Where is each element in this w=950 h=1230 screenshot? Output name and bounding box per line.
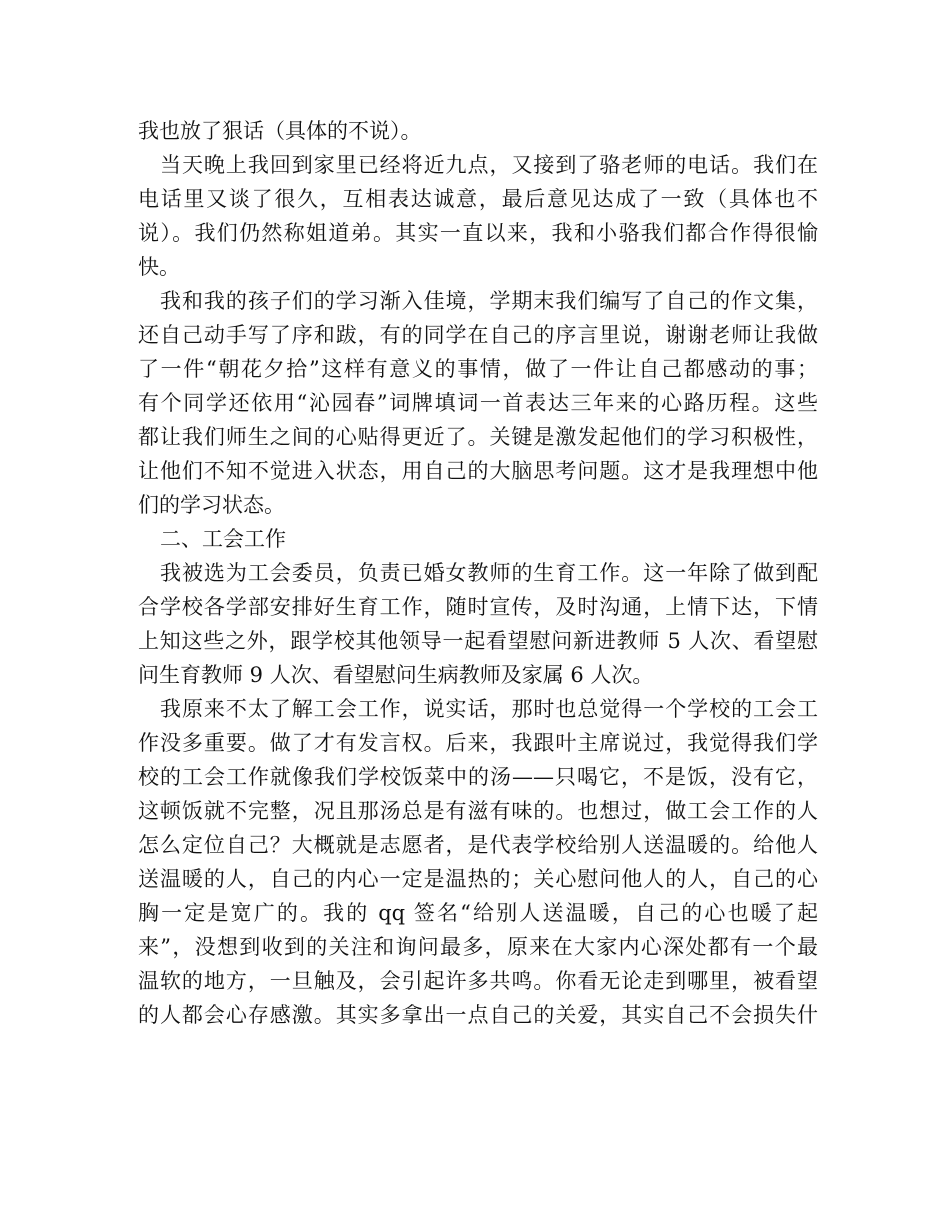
section-heading: 二、工会工作: [160, 527, 286, 551]
text-line: 温软的地方，一旦触及，会引起许多共鸣。你看无论走到哪里，被看望: [138, 969, 818, 993]
text-line: 送温暖的人，自己的内心一定是温热的；关心慰问他人的人，自己的心: [138, 867, 818, 891]
text-line: 这顿饭就不完整，况且那汤总是有滋有味的。也想过，做工会工作的人: [138, 799, 818, 823]
text-line: 们的学习状态。: [138, 493, 285, 517]
text-line: 我和我的孩子们的学习渐入佳境，学期末我们编写了自己的作文集，: [160, 289, 818, 313]
text-line: 都让我们师生之间的心贴得更近了。关键是激发起他们的学习积极性，: [138, 425, 818, 449]
text-line: 校的工会工作就像我们学校饭菜中的汤——只喝它，不是饭，没有它，: [138, 765, 818, 789]
text-line: 说）。我们仍然称姐道弟。其实一直以来，我和小骆我们都合作得很愉: [138, 221, 818, 245]
text-line: 问生育教师 9 人次、看望慰问生病教师及家属 6 人次。: [138, 663, 654, 687]
text-line: 还自己动手写了序和跋，有的同学在自己的序言里说，谢谢老师让我做: [138, 323, 818, 347]
text-line: 我也放了狠话（具体的不说）。: [138, 119, 422, 143]
text-line: 作没多重要。做了才有发言权。后来，我跟叶主席说过，我觉得我们学: [138, 731, 818, 755]
text-line: 怎么定位自己？大概就是志愿者，是代表学校给别人送温暖的。给他人: [138, 833, 818, 857]
text-line: 让他们不知不觉进入状态，用自己的大脑思考问题。这才是我理想中他: [138, 459, 818, 483]
text-line: 我被选为工会委员，负责已婚女教师的生育工作。这一年除了做到配: [160, 561, 818, 585]
text-line: 当天晚上我回到家里已经将近九点，又接到了骆老师的电话。我们在: [160, 153, 818, 177]
text-line: 有个同学还依用“沁园春”词牌填词一首表达三年来的心路历程。这些: [138, 391, 818, 415]
text-line: 电话里又谈了很久，互相表达诚意，最后意见达成了一致（具体也不: [138, 187, 818, 211]
text-line: 来”，没想到收到的关注和询问最多，原来在大家内心深处都有一个最: [138, 935, 818, 959]
text-line: 胸一定是宽广的。我的 qq 签名“给别人送温暖，自己的心也暖了起: [138, 901, 818, 925]
text-line: 的人都会心存感激。其实多拿出一点自己的关爱，其实自己不会损失什: [138, 1003, 818, 1027]
text-line: 我原来不太了解工会工作，说实话，那时也总觉得一个学校的工会工: [160, 697, 818, 721]
text-line: 快。: [138, 255, 180, 279]
text-line: 上知这些之外，跟学校其他领导一起看望慰问新进教师 5 人次、看望慰: [138, 629, 818, 653]
text-line: 了一件“朝花夕拾”这样有意义的事情，做了一件让自己都感动的事；: [138, 357, 818, 381]
text-line: 合学校各学部安排好生育工作，随时宣传，及时沟通，上情下达，下情: [138, 595, 818, 619]
